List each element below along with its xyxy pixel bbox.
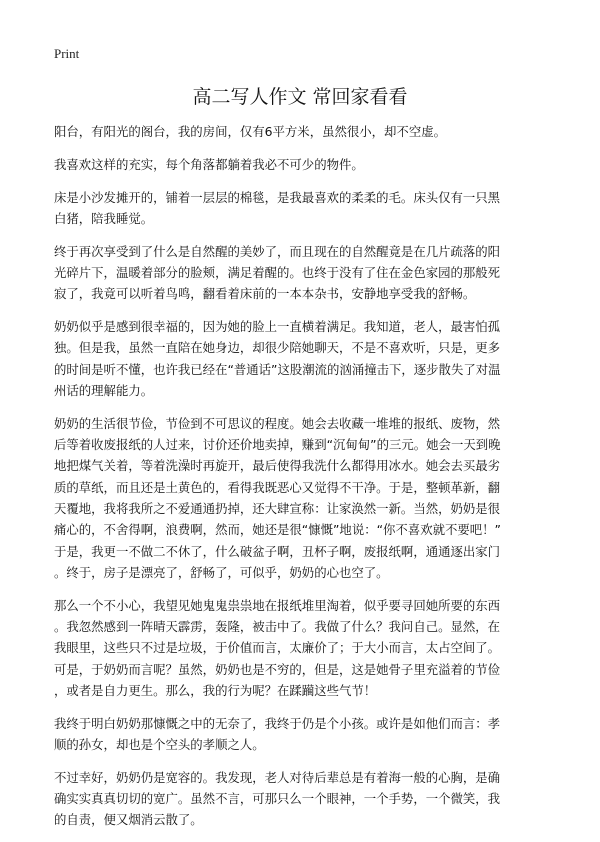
paragraph-line: 我喜欢这样的充实，每个角落都躺着我必不可少的物件。 [54, 156, 364, 172]
paragraph-line: 天覆地，我将我所之不爱通通扔掉，还大肆宣称：让家涣然一新。当然，奶奶是很 [54, 500, 501, 516]
paragraph-line: 地把煤气关着，等着洗澡时再旋开，最后使得我洗什么都得用冰水。她会去买最劣 [54, 458, 501, 474]
paragraph-line: 我终于明白奶奶那慷慨之中的无奈了，我终于仍是个小孩。或许是如他们而言：孝 [54, 715, 501, 731]
paragraph-line: ，或者是自力更生。那么，我的行为呢？在蹂躏这些气节！ [54, 682, 377, 698]
paragraph-line: 白猪，陪我睡觉。 [54, 210, 154, 226]
paragraph [54, 713, 534, 756]
paragraph-line: 顺的孙女，却也是个空头的孝顺之人。 [54, 736, 265, 752]
paragraph-line: 的自责，便又烟消云散了。 [54, 812, 203, 828]
paragraph-line: 床是小沙发摊开的，铺着一层层的棉毯，是我最喜欢的柔柔的毛。床头仅有一只黑 [54, 189, 501, 205]
paragraph-line: 不过幸好，奶奶仍是宽容的。我发现，老人对待后辈总是有着海一般的心胸，是确 [54, 769, 501, 785]
paragraph [54, 595, 534, 701]
paragraph-line: 质的草纸，而且还是土黄色的，看得我既恶心又觉得不干净。于是，整顿革新，翻 [54, 479, 501, 495]
paragraph [54, 154, 534, 175]
paragraph-line: 确实实真真切切的宽广。虽然不言，可那只么一个眼神，一个手势，一个微笑，我 [54, 791, 501, 807]
paragraph-line: 独。但是我，虽然一直陪在她身边，却很少陪她聊天，不是不喜欢听，只是，更多 [54, 340, 501, 356]
paragraph-line: 我眼里，这些只不过是垃圾，于价值而言，太廉价了；于大小而言，太占空间了。 [54, 640, 501, 656]
paragraph [54, 241, 534, 305]
paragraph [54, 413, 534, 583]
paragraph-line: 奶奶似乎是感到很幸福的，因为她的脸上一直横着满足。我知道，老人，最害怕孤 [54, 319, 501, 335]
print-link[interactable]: Print [54, 46, 80, 61]
paragraph-line: 的时间是听不懂，也许我已经在“普通话”这股潮流的汹涌撞击下，逐步散失了对温 [54, 361, 501, 377]
paragraph [54, 121, 534, 142]
paragraph-line: 光碎片下，温暖着部分的脸颊，满足着醒的。也终于没有了住在金色家园的那般死 [54, 264, 501, 280]
paragraph-line: 终于再次享受到了什么是自然醒的美妙了，而且现在的自然醒竟是在几片疏落的阳 [54, 243, 501, 259]
paragraph-line: 州话的理解能力。 [54, 382, 154, 398]
paragraph-line: 于是，我更一不做二不休了，什么破盆子啊，丑杯子啊，废报纸啊，通通逐出家门 [54, 543, 501, 559]
paragraph-line: 那么一个不小心，我望见她鬼鬼祟祟地在报纸堆里淘着，似乎要寻回她所要的东西 [54, 597, 501, 613]
paragraph-line: 阳台，有阳光的阁台，我的房间，仅有6平方米，虽然很小，却不空虚。 [54, 124, 446, 139]
paragraph [54, 187, 534, 230]
paragraph-line: 。终于，房子是漂亮了，舒畅了，可似乎，奶奶的心也空了。 [54, 564, 389, 580]
paragraph-line: 。我忽然感到一阵晴天霹雳，轰隆，被击中了。我做了什么？我问自己。显然，在 [54, 618, 501, 634]
paragraph [54, 316, 534, 401]
paragraph-line: 后等着收废报纸的人过来，讨价还价地卖掉，赚到“沉甸甸”的三元。她会一天到晚 [54, 437, 501, 453]
paragraph [54, 767, 534, 831]
paragraph-line: 可是，于奶奶而言呢？虽然，奶奶也是不穷的，但是，这是她骨子里充溢着的节俭 [54, 661, 501, 677]
article-body [54, 121, 534, 842]
paragraph-line: 奶奶的生活很节俭，节俭到不可思议的程度。她会去收藏一堆堆的报纸、废物，然 [54, 415, 501, 431]
paragraph-line: 痛心的，不舍得啊，浪费啊，然而，她还是很“慷慨”地说：“你不喜欢就不要吧！” [54, 522, 501, 538]
paragraph-line: 寂了，我竟可以听着鸟鸣，翻看着床前的一本本杂书，安静地享受我的舒畅。 [54, 286, 476, 302]
page-title: 高二写人作文 常回家看看 [192, 86, 408, 108]
